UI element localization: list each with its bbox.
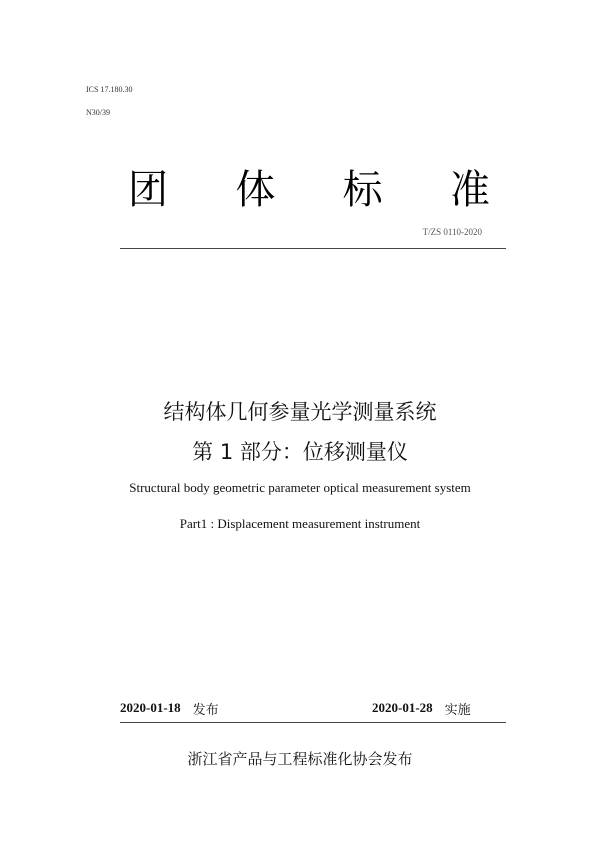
main-title-line-2: 第 1 部分：位移测量仪 — [192, 440, 408, 464]
implement-date-group — [372, 698, 471, 718]
publisher: 浙江省产品与工程标准化协会发布 — [187, 750, 413, 768]
document-type-title — [128, 162, 490, 218]
issue-label: 发布 — [192, 702, 219, 718]
top-divider — [120, 248, 506, 249]
bottom-divider — [120, 722, 506, 723]
title-char-1: 团 — [128, 167, 168, 213]
implement-date: 2020-01-28 — [372, 700, 433, 715]
title-char-3: 标 — [342, 167, 383, 213]
english-title-line-1: Structural body geometric parameter optical measurement system — [129, 480, 471, 495]
main-title-line-1: 结构体几何参量光学测量系统 — [163, 400, 437, 424]
ccs-code: N30/39 — [86, 108, 110, 117]
issue-date-group — [120, 698, 219, 718]
title-char-2: 体 — [235, 167, 276, 213]
title-char-4: 准 — [449, 167, 490, 213]
issue-date: 2020-01-18 — [120, 700, 181, 715]
english-title-line-2: Part1 : Displacement measurement instrument — [179, 516, 421, 531]
implement-label: 实施 — [444, 702, 471, 718]
ics-code: ICS 17.180.30 — [86, 85, 133, 94]
standard-number: T/ZS 0110-2020 — [422, 227, 482, 237]
